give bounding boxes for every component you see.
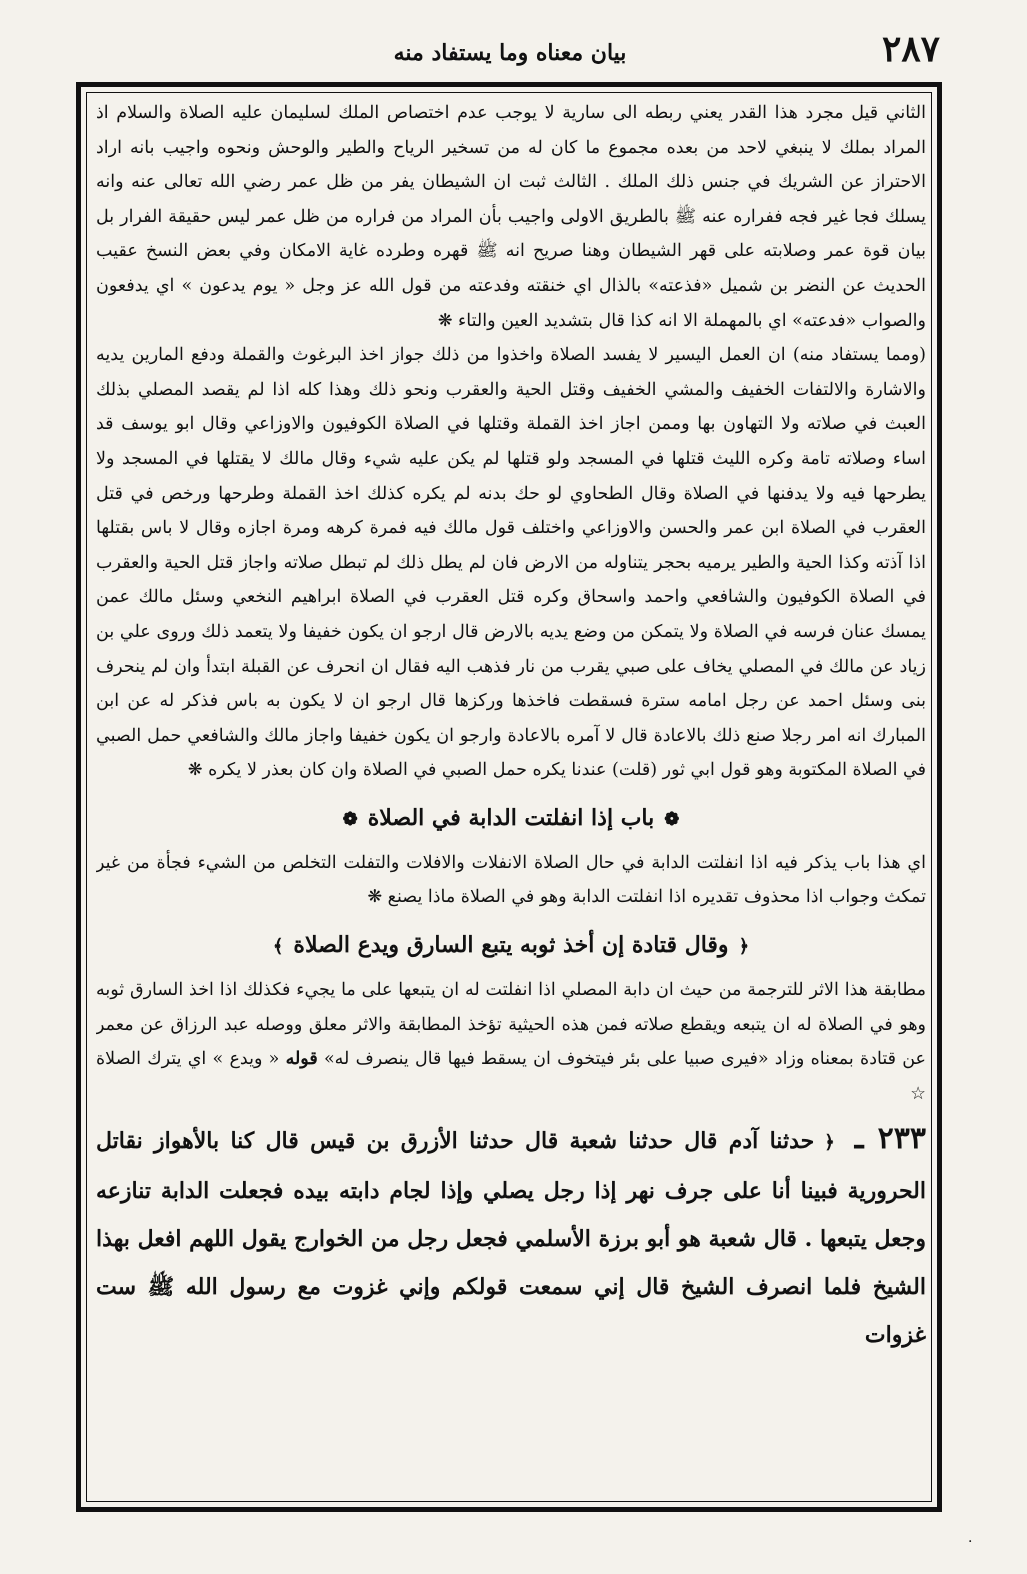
hadith-block	[96, 1115, 926, 1359]
commentary-paragraph-2: (ومما يستفاد منه) ان العمل اليسير لا يفسد الصلاة واخذوا من ذلك جواز اخذ البرغوث والقملة ودفع المارين يديه والاشارة والالتفات الخفيف والمشي الخفيف وقتل الحية والعقرب ونحو ذلك وهذا كله اذا لم يقصد المصلي بذلك العبث في صلاته ولا التهاون بها وممن اجاز اخذ القملة وقتلها في الصلاة الكوفيون والاوزاعي وقال ابو يوسف قد اساء وصلاته تامة وكره الليث قتلها في المسجد ولو قتلها لم يكن عليه شيء وقال مالك لا يقتلها في المسجد ولا يطرحها فيه ولا يدفنها في الصلاة وقال الطحاوي لو حك بدنه لم يكره كذلك اخذ القملة وطرحها ورخص في قتل العقرب في الصلاة ابن عمر والحسن والاوزاعي واختلف قول مالك فيه فمرة كرهه ومرة اجازه وقال لا باس بقتلها اذا آذته وكذا الحية والطير يرميه بحجر يتناوله من الارض فان لم يطل ذلك لم تبطل صلاته واجاز قتل الحية والعقرب في الصلاة الكوفيون والشافعي واحمد واسحاق وكره قتل العقرب في الصلاة ابراهيم النخعي وسئل مالك عمن يمسك عنان فرسه في الصلاة ولا يتمكن من وضع يديه بالارض قال ارجو ان يكون خفيفا ولا يتعمد ذلك وروى علي بن زياد عن مالك في المصلي يخاف على صبي يقرب من نار فذهب اليه فقال ان انحرف عن القبلة ابتدأ وان لم ينحرف بنى وسئل احمد عن رجل امامه سترة فسقطت فاخذها وركزها قال ارجو ان لا يكون به باس فذكر له عن ابن المبارك انه امر رجلا صنع ذلك بالاعادة قال لا آمره بالاعادة وارجو ان يكون خفيفا واجاز مالك والشافعي حمل الصبي في الصلاة المكتوبة وهو قول ابي ثور (قلت) عندنا يكره حمل الصبي في الصلاة وان كان بعذر لا يكره ❋	[96, 345, 926, 781]
bracket-open-icon: ﴿	[738, 936, 750, 958]
page-content	[96, 96, 926, 1506]
qatada-commentary	[96, 973, 926, 1111]
qawluh-label: قوله	[285, 1049, 318, 1070]
ornament-icon: ❁	[664, 808, 680, 830]
qatada-commentary-tail: « ويدع » اي يترك الصلاة ☆	[96, 1049, 926, 1104]
hadith-text: حدثنا آدم قال حدثنا شعبة قال حدثنا الأزرق بن قيس قال كنا بالأهواز نقاتل الحرورية فبينا أنا على جرف نهر إذا رجل يصلي وإذا لجام دابته بيده فجعلت الدابة تنازعه وجعل يتبعها . قال شعبة هو أبو برزة الأسلمي فجعل رجل من الخوارج يقول اللهم افعل بهذا الشيخ فلما انصرف الشيخ قال إني سمعت قولكم وإني غزوت مع رسول الله ﷺ ست غزوات	[96, 1128, 926, 1349]
hadith-number: ٢٣٣ ـ	[854, 1121, 926, 1157]
page-number: ٢٨٧	[881, 28, 940, 70]
qatada-heading-text: وقال قتادة إن أخذ ثوبه يتبع السارق ويدع الصلاة	[293, 932, 729, 959]
bab-heading-text: باب إذا انفلتت الدابة في الصلاة	[367, 804, 655, 831]
stray-mark: ·	[968, 1534, 973, 1550]
bab-commentary: اي هذا باب يذكر فيه اذا انفلتت الدابة في حال الصلاة الانفلات والافلات والتفلت التخلص من الشيء فجأة من غير تمكث وجواب اذا محذوف تقديره اذا انفلتت الدابة وهو في الصلاة ماذا يصنع ❋	[96, 852, 926, 908]
running-title: بيان معناه وما يستفاد منه	[393, 40, 627, 66]
qatada-commentary-text: مطابقة هذا الاثر للترجمة من حيث ان دابة المصلي اذا انفلتت له ان يتبعها على ما يجيء فكذلك اذا اخذ السارق ثوبه وهو في الصلاة له ان يتبعه ويقطع صلاته فمن هذه الحيثية تؤخذ المطابقة والاثر معلق ووصله عبد الرزاق عن معمر عن قتادة بمعناه وزاد «فيرى صبيا على بئر فيتخوف ان يسقط فيها قال ينصرف له»	[96, 980, 926, 1070]
qatada-heading	[96, 923, 926, 969]
bracket-close-icon: ﴾	[272, 936, 284, 958]
bab-heading	[96, 796, 926, 842]
ornament-icon: ❁	[342, 808, 358, 830]
bracket-open-icon: ﴿	[824, 1132, 835, 1154]
commentary-paragraph-1: الثاني قيل مجرد هذا القدر يعني ربطه الى سارية لا يوجب عدم اختصاص الملك لسليمان عليه الصلاة والسلام اذ المراد بملك لا ينبغي لاحد من بعده مجموع ما كان له من تسخير الرياح والطير والوحش ونحوه واجيب بانه اراد الاحتراز عن الشريك في جنس ذلك الملك . الثالث ثبت ان الشيطان يفر من ظل عمر رضي الله تعالى عنه وانه يسلك فجا غير فجه ففراره عنه ﷺ بالطريق الاولى واجيب بأن المراد من فراره من ظل عمر ليس حقيقة الفرار بل بيان قوة عمر وصلابته على قهر الشيطان وهنا صريح انه ﷺ قهره وطرده غاية الامكان وفي بعض النسخ عقيب الحديث عن النضر بن شميل «فذعته» بالذال اي خنقته وفدعته من قول الله عز وجل « يوم يدعون » اي يدفعون والصواب «فدعته» اي بالمهملة الا انه كذا قال بتشديد العين والتاء ❋	[96, 103, 926, 331]
page-header	[80, 28, 940, 84]
